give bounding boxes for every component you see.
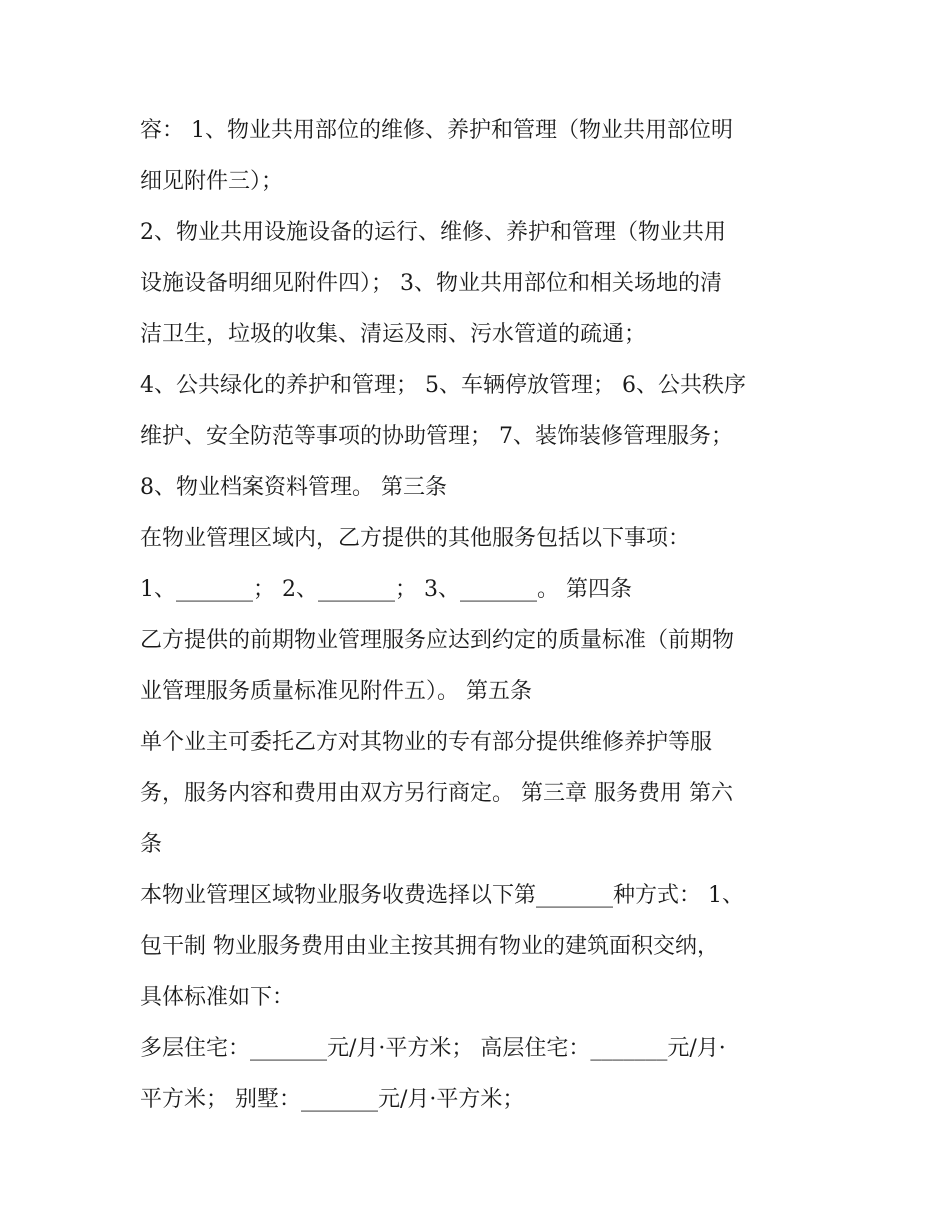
text-line: 维护、安全防范等事项的协助管理； 7、装饰装修管理服务；: [140, 424, 733, 449]
text-line: 多层住宅：_______元/月·平方米； 高层住宅：_______元/月·: [140, 1036, 726, 1061]
text-line: 务，服务内容和费用由双方另行商定。 第三章 服务费用 第六: [140, 781, 733, 806]
text-line: 容： 1、物业共用部位的维修、养护和管理（物业共用部位明: [140, 118, 733, 143]
text-line: 洁卫生，垃圾的收集、清运及雨、污水管道的疏通；: [140, 322, 647, 347]
text-line: 平方米； 别墅：_______元/月·平方米；: [140, 1087, 525, 1112]
text-line: 条: [140, 832, 163, 857]
text-line: 业管理服务质量标准见附件五）。 第五条: [140, 679, 532, 704]
text-line: 在物业管理区域内，乙方提供的其他服务包括以下事项：: [140, 526, 691, 551]
text-line: 细见附件三）；: [140, 169, 284, 194]
document-body: [140, 105, 830, 1125]
text-line: 乙方提供的前期物业管理服务应达到约定的质量标准（前期物: [140, 628, 735, 653]
text-line: 包干制 物业服务费用由业主按其拥有物业的建筑面积交纳，: [140, 934, 719, 959]
text-line: 单个业主可委托乙方对其物业的专有部分提供维修养护等服: [140, 730, 713, 755]
text-line: 具体标准如下：: [140, 985, 295, 1010]
text-line: 2、物业共用设施设备的运行、维修、养护和管理（物业共用: [140, 220, 726, 245]
text-line: 本物业管理区域物业服务收费选择以下第_______种方式： 1、: [140, 883, 744, 908]
text-line: 设施设备明细见附件四）； 3、物业共用部位和相关场地的清: [140, 271, 722, 296]
text-line: 4、公共绿化的养护和管理； 5、车辆停放管理； 6、公共秩序: [140, 373, 746, 398]
text-line: 1、_______； 2、_______； 3、_______。 第四条: [140, 577, 632, 602]
text-line: 8、物业档案资料管理。 第三条: [140, 475, 447, 500]
